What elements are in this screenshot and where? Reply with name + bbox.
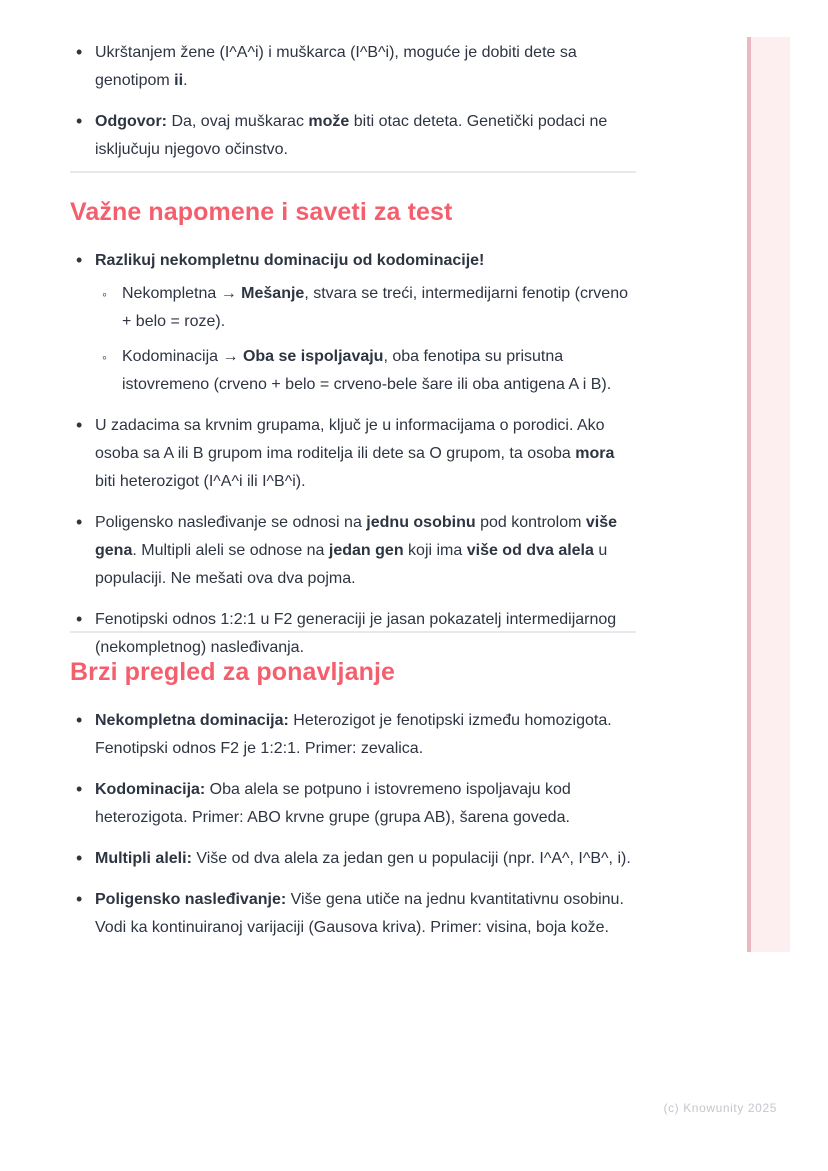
text-segment: Poligensko nasleđivanje se odnosi na [95, 514, 367, 531]
text-segment: koji ima [403, 542, 467, 559]
bold-text-segment: Poligensko nasleđivanje: [95, 891, 287, 908]
bold-text-segment: Oba se ispoljavaju [242, 348, 384, 365]
section-divider [70, 631, 636, 633]
text-segment: Više od dva alela za jedan gen u populaciji (npr. I^A^, I^B^, i). [191, 850, 631, 867]
list-item [70, 39, 638, 95]
text-segment: Kodominacija → [122, 348, 243, 365]
list-item [70, 108, 638, 164]
list-item [70, 606, 638, 662]
text-segment: Ukrštanjem žene (I^A^i) i muškarca (I^B^i), moguće je dobiti dete sa genotipom [95, 44, 577, 89]
bold-text-segment: jednu osobinu [366, 514, 476, 531]
bold-text-segment: Razlikuj nekompletnu dominaciju od kodominacije! [95, 252, 485, 269]
bold-text-segment: Kodominacija: [95, 781, 206, 798]
text-segment: . Multipli aleli se odnose na [132, 542, 329, 559]
text-segment: biti heterozigot (I^A^i ili I^B^i). [95, 473, 306, 490]
text-segment: pod kontrolom [475, 514, 586, 531]
section-heading-review: Brzi pregled za ponavljanje [70, 658, 396, 686]
text-segment: Fenotipski odnos 1:2:1 u F2 generaciji je jasan pokazatelj intermedijarnog (nekompletnog) nasleđivanja. [95, 611, 617, 656]
bold-text-segment: ii [174, 72, 184, 89]
text-segment: u populaciji. Ne mešati ova dva pojma. [95, 542, 608, 587]
intro-list [70, 39, 638, 164]
list-item [70, 845, 638, 873]
text-segment: U zadacima sa krvnim grupama, ključ je u informacijama o porodici. Ako osoba sa A ili B grupom ima roditelja ili dete sa O grupom, ta osoba [95, 417, 605, 462]
text-segment: Više gena utiče na jednu kvantitativnu osobinu. Vodi ka kontinuiranoj varijaciji (Gausova kriva). Primer: visina, boja kože. [95, 891, 624, 936]
list-item [70, 412, 638, 496]
bold-text-segment: Nekompletna dominacija: [95, 712, 289, 729]
notes-section [70, 247, 638, 662]
text-segment: , stvara se treći, intermedijarni fenotip (crveno + belo = roze). [122, 285, 628, 330]
notes-list [70, 247, 638, 662]
list-item [70, 776, 638, 832]
text-segment: Da, ovaj muškarac [167, 113, 309, 130]
review-section [70, 707, 638, 942]
text-segment: Heterozigot je fenotipski između homozigota. Fenotipski odnos F2 je 1:2:1. Primer: zevalica. [95, 712, 612, 757]
list-item [70, 247, 638, 399]
bold-text-segment: mora [575, 445, 615, 462]
page-edge-accent-bar [747, 37, 790, 952]
review-list [70, 707, 638, 942]
text-segment: Nekompletna → [122, 285, 242, 302]
intro-section [70, 39, 638, 164]
list-item [95, 343, 638, 399]
list-item [70, 886, 638, 942]
bold-text-segment: više od dva alela [466, 542, 594, 559]
footer-copyright: (c) Knowunity 2025 [663, 1101, 777, 1115]
bold-text-segment: jedan gen [328, 542, 404, 559]
text-segment: . [183, 72, 188, 89]
sub-list [95, 280, 638, 399]
list-item [70, 509, 638, 593]
list-item [95, 280, 638, 336]
bold-text-segment: Mešanje [241, 285, 305, 302]
bold-text-segment: više gena [95, 514, 618, 559]
text-segment: , oba fenotipa su prisutna istovremeno (crveno + belo = crveno-bele šare ili oba antigena A i B). [122, 348, 612, 393]
list-item [70, 707, 638, 763]
section-divider [70, 171, 636, 173]
bold-text-segment: može [308, 113, 350, 130]
bold-text-segment: Multipli aleli: [95, 850, 192, 867]
text-segment: biti otac deteta. Genetički podaci ne isključuju njegovo očinstvo. [95, 113, 608, 158]
bold-text-segment: Odgovor: [95, 113, 167, 130]
section-heading-notes: Važne napomene i saveti za test [70, 198, 453, 226]
text-segment: Oba alela se potpuno i istovremeno ispoljavaju kod heterozigota. Primer: ABO krvne grupe (grupa AB), šarena goveda. [95, 781, 571, 826]
